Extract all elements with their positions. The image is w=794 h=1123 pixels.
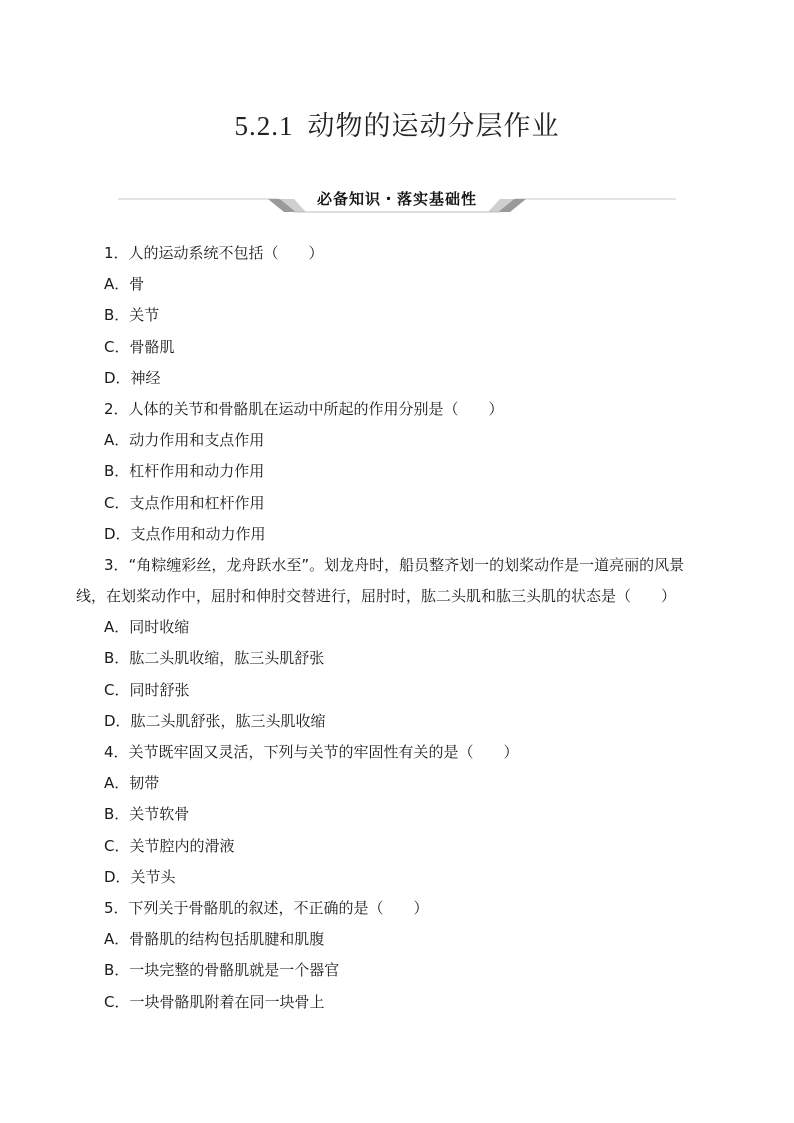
title-number: 5.2.1 bbox=[234, 111, 294, 141]
option-a: A．韧带 bbox=[104, 774, 160, 793]
banner-label: 必备知识・落实基础性 bbox=[316, 190, 477, 208]
question-stem: 4．关节既牢固又灵活，下列与关节的牢固性有关的是（ ） bbox=[104, 743, 519, 761]
option-c: C．关节腔内的滑液 bbox=[104, 836, 235, 855]
option-a: A．骨 bbox=[104, 275, 145, 294]
option-b: B．肱二头肌收缩，肱三头肌舒张 bbox=[104, 649, 325, 668]
option-c: C．一块骨骼肌附着在同一块骨上 bbox=[104, 992, 325, 1011]
option-b: B．关节软骨 bbox=[104, 805, 190, 824]
option-b: B．关节 bbox=[104, 306, 160, 325]
option-b: B．杠杆作用和动力作用 bbox=[104, 462, 265, 481]
question-stem: 1．人的运动系统不包括（ ） bbox=[104, 244, 324, 262]
option-d: D．关节头 bbox=[104, 867, 176, 886]
section-banner bbox=[118, 184, 676, 214]
title-text: 动物的运动分层作业 bbox=[307, 111, 560, 142]
page-title bbox=[0, 104, 794, 143]
option-c: C．支点作用和杠杆作用 bbox=[104, 493, 265, 512]
question-stem: 5．下列关于骨骼肌的叙述，不正确的是（ ） bbox=[104, 898, 429, 917]
option-d: D．支点作用和动力作用 bbox=[104, 524, 266, 543]
question-stem: 2．人体的关节和骨骼肌在运动中所起的作用分别是（ ） bbox=[104, 399, 504, 418]
option-a: A．动力作用和支点作用 bbox=[104, 431, 265, 450]
question-stem-continuation: 线，在划桨动作中，屈肘和伸肘交替进行，屈肘时，肱二头肌和肱三头肌的状态是（ ） bbox=[76, 587, 677, 606]
option-b: B．一块完整的骨骼肌就是一个器官 bbox=[104, 961, 340, 980]
option-a: A．同时收缩 bbox=[104, 618, 190, 637]
option-c: C．骨骼肌 bbox=[104, 337, 175, 356]
option-a: A．骨骼肌的结构包括肌腱和肌腹 bbox=[104, 930, 325, 949]
question-list bbox=[76, 238, 724, 1018]
option-c: C．同时舒张 bbox=[104, 680, 190, 699]
option-d: D．肱二头肌舒张，肱三头肌收缩 bbox=[104, 711, 326, 730]
option-d: D．神经 bbox=[104, 368, 161, 387]
question-stem: 3．“角粽缠彩丝，龙舟跃水至”。划龙舟时，船员整齐划一的划桨动作是一道亮丽的风景 bbox=[104, 555, 685, 574]
